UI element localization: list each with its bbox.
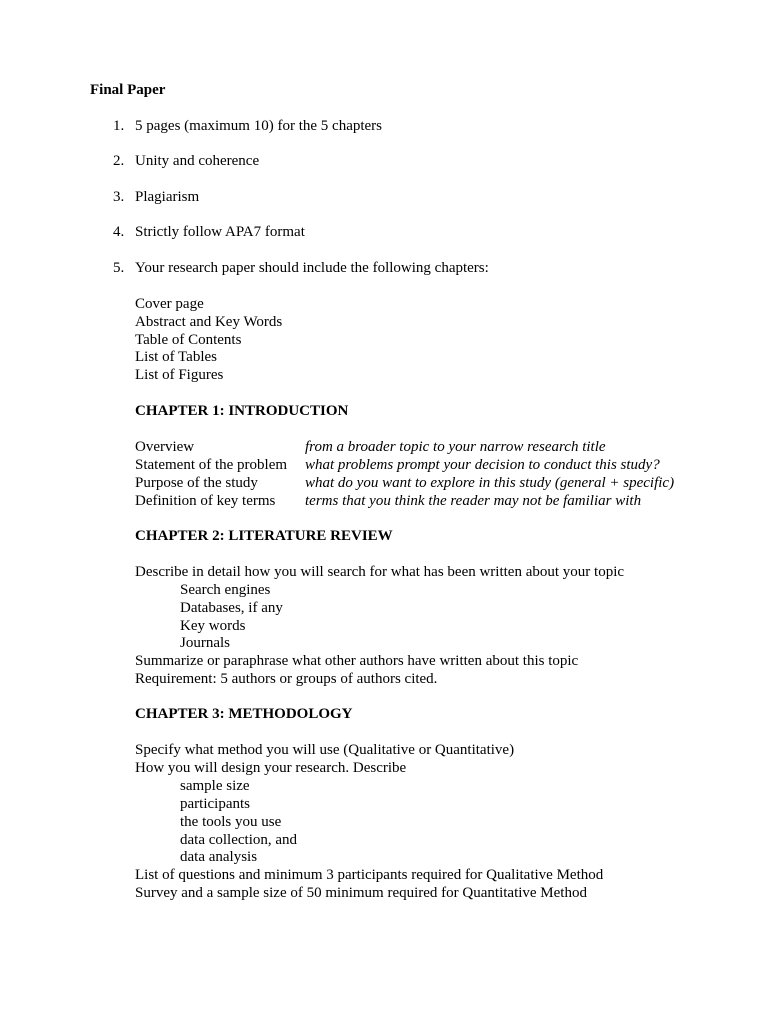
- front-matter-item: Cover page: [135, 296, 204, 312]
- list-number: 2.: [113, 153, 125, 169]
- chapter-3-heading: CHAPTER 3: METHODOLOGY: [135, 706, 353, 722]
- chapter-3-text: Survey and a sample size of 50 minimum required for Quantitative Method: [135, 885, 587, 901]
- list-number: 1.: [113, 118, 125, 134]
- chapter-3-item: participants: [180, 796, 250, 812]
- chapter-1-description: from a broader topic to your narrow research title: [305, 439, 606, 455]
- chapter-3-item: sample size: [180, 778, 250, 794]
- chapter-1-term: Definition of key terms: [135, 493, 276, 509]
- list-number: 3.: [113, 189, 125, 205]
- chapter-3-text: List of questions and minimum 3 participants required for Qualitative Method: [135, 867, 604, 883]
- list-item: Unity and coherence: [135, 153, 260, 169]
- front-matter-item: Abstract and Key Words: [135, 314, 283, 330]
- list-item: Strictly follow APA7 format: [135, 224, 305, 240]
- chapter-2-heading: CHAPTER 2: LITERATURE REVIEW: [135, 528, 393, 544]
- chapter-1-heading: CHAPTER 1: INTRODUCTION: [135, 403, 349, 419]
- chapter-1-term: Overview: [135, 439, 195, 455]
- front-matter-item: List of Figures: [135, 367, 224, 383]
- chapter-1-term: Statement of the problem: [135, 457, 288, 473]
- chapter-2-item: Key words: [180, 618, 246, 634]
- chapter-3-item: the tools you use: [180, 814, 282, 830]
- list-number: 4.: [113, 224, 125, 240]
- chapter-1-description: terms that you think the reader may not be familiar with: [305, 493, 642, 509]
- chapter-3-item: data analysis: [180, 849, 258, 865]
- chapter-2-text: Requirement: 5 authors or groups of authors cited.: [135, 671, 438, 687]
- list-item: Your research paper should include the following chapters:: [135, 260, 489, 276]
- chapter-1-description: what do you want to explore in this study (general + specific): [305, 475, 675, 491]
- chapter-3-intro: How you will design your research. Describe: [135, 760, 407, 776]
- front-matter-item: Table of Contents: [135, 332, 242, 348]
- chapter-2-item: Search engines: [180, 582, 271, 598]
- chapter-2-intro: Describe in detail how you will search for what has been written about your topic: [135, 564, 625, 580]
- chapter-3-item: data collection, and: [180, 832, 298, 848]
- front-matter-item: List of Tables: [135, 349, 217, 365]
- list-item: Plagiarism: [135, 189, 200, 205]
- list-number: 5.: [113, 260, 125, 276]
- chapter-2-item: Databases, if any: [180, 600, 283, 616]
- chapter-1-description: what problems prompt your decision to conduct this study?: [305, 457, 660, 473]
- chapter-2-item: Journals: [180, 635, 230, 651]
- list-item: 5 pages (maximum 10) for the 5 chapters: [135, 118, 383, 134]
- chapter-3-intro: Specify what method you will use (Qualitative or Quantitative): [135, 742, 515, 758]
- chapter-1-term: Purpose of the study: [135, 475, 258, 491]
- chapter-2-text: Summarize or paraphrase what other authors have written about this topic: [135, 653, 579, 669]
- document-title: Final Paper: [90, 82, 166, 98]
